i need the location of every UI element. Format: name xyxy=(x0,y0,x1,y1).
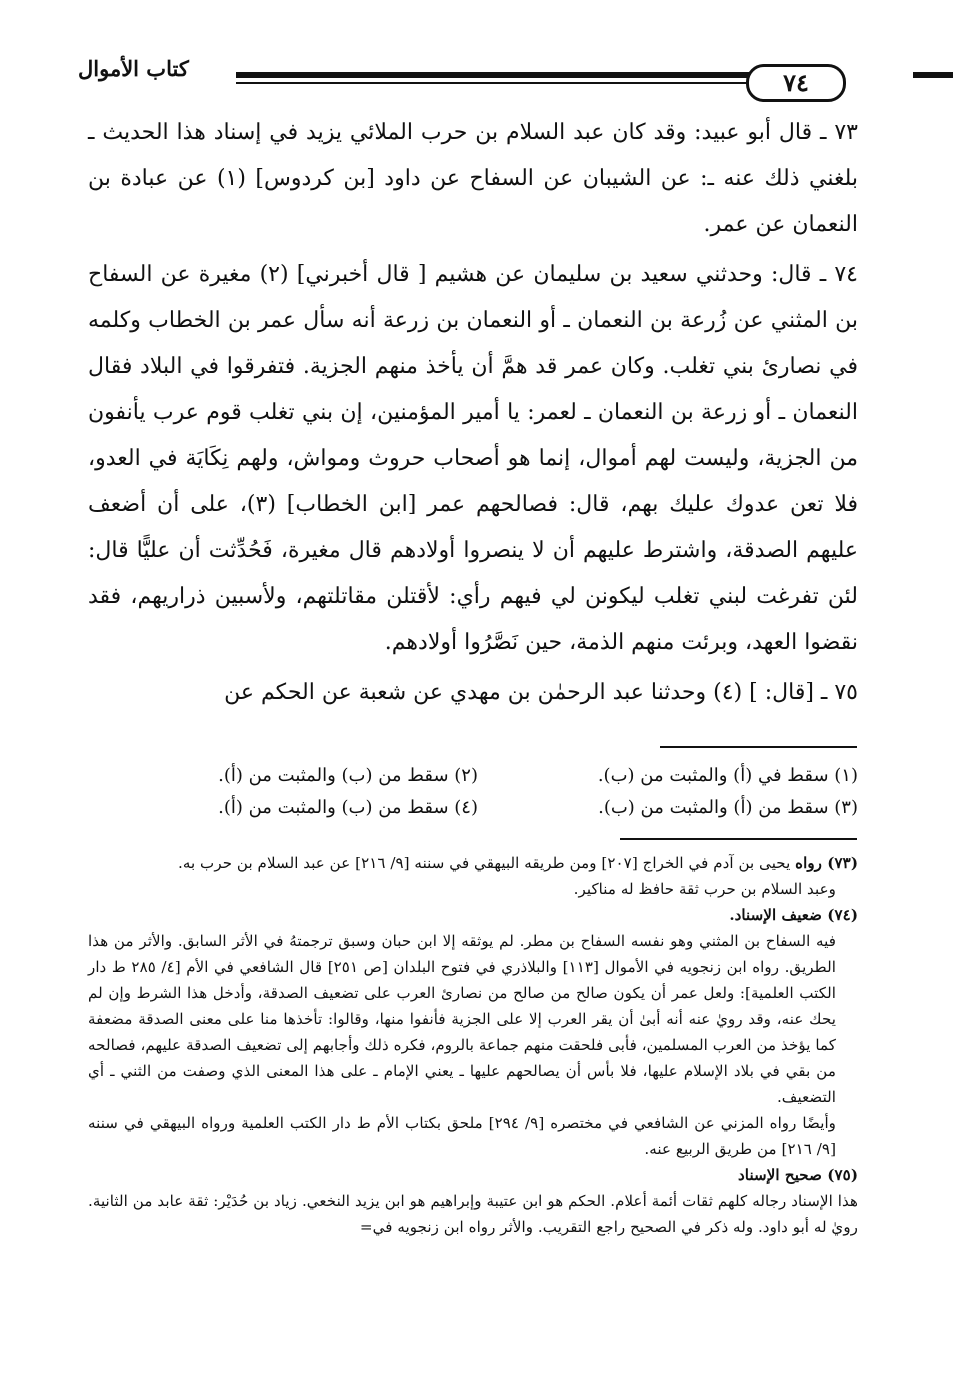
commentary-73-text: يحيى بن آدم في الخراج [٢٠٧] ومن طريقه البيهقي في سننه [٩/ ٢١٦] عن عبد السلام بن حرب به. xyxy=(178,854,791,872)
footnotes xyxy=(98,760,858,824)
commentary-75-head: (٧٥) صحيح الإسناد xyxy=(738,1166,858,1184)
footnote-2: (٢) سقط من (ب) والمثبت من (أ). xyxy=(218,765,478,786)
paragraph-74: ٧٤ ـ قال: وحدثني سعيد بن سليمان عن هشيم [ قال أخبرني] (٢) مغيرة عن السفاح بن المثني عن زُرعة بن النعمان ـ أو النعمان بن زرعة أنه سأل عمر بن الخطاب وكلمه في نصارئ بني تغلب. وكان عمر قد همَّ أن يأخذ منهم الجزية. فتفرقوا في البلاد فقال النعمان ـ أو زرعة بن النعمان ـ لعمر: يا أمير المؤمنين، إن بني تغلب قوم عرب يأنفون من الجزية، وليست لهم أموال، إنما هو أصحاب حروث ومواش، ولهم نِكَايَة في العدو، فلا تعن عدوك عليك بهم، قال: فصالحهم عمر [ابن الخطاب] (٣)، على أن أضعف عليهم الصدقة، واشترط عليهم أن لا ينصروا أولادهم قال مغيرة، فَحُدِّثت أن عليًّا قال: لئن تفرغت لبني تغلب ليكونن لي فيهم رأي: لأقتلن مقاتلتهم، ولأسبين ذراريهم، فقد نقضوا العهد، وبرئت منهم الذمة، حين نَصَّرُوا أولادهم. xyxy=(88,262,858,655)
page-number: ٧٤ xyxy=(746,64,846,102)
commentary-divider xyxy=(620,838,857,840)
commentary-74-text: فيه السفاح بن المثني وهو نفسه السفاح بن مطر. لم يوثقه إلا ابن حبان وسبق ترجمتهُ في الأثر السابق. والأثر من هذا الطريق. رواه ابن زنجويه في الأموال [١١٣] والبلاذري في فتوح البلدان [ص ٢٥١] قال الشافعي في الأم [٤/ ٢٨٥ ط دار الكتب العلمية]: ولعل عمر أن يكون صالح من صالح من نصارئ العرب على تضعيف الصدقة، وأدخل هذا الشرط وإن لم يحك عنه، وقد رويٰ عنه أنه أبىٰ أن يقر العرب إلا على الجزية فأنفوا منها، وقالوا: تأخذها منا على معنى الصدقة مضعفة كما يؤخذ من العرب المسلمين، فأبى فلحقت منهم جماعة بالروم، فكره ذلك وأجابهم إلى تضعيف الصدقة عليهم، فصالحه من بقي في بلاد الإسلام عليها، فلا بأس أن يصالحهم عليها ـ يعني الإمام ـ على هذا المعنى الذي وصفت من الثني ـ أي التضعيف. xyxy=(88,932,837,1106)
paragraph-75: ٧٥ ـ [قال: ] (٤) وحدثنا عبد الرحمٰن بن مهدي عن شعبة عن الحكم عن xyxy=(224,680,858,705)
paragraph-73: ٧٣ ـ قال أبو عبيد: وقد كان عبد السلام بن حرب الملائي يزيد في إسناد هذا الحديث ـ بلغني ذلك عنه ـ: عن الشيبان عن السفاح عن داود [بن كردوس] (١) عن عبادة بن النعمان عن عمر. xyxy=(88,120,858,237)
main-text xyxy=(88,110,858,720)
header-rule-thin xyxy=(236,82,831,84)
commentary-73-head: (٧٣) رواه xyxy=(795,854,858,872)
commentary-74-more: وأيضًا رواه المزني عن الشافعي في مختصره [٩/ ٢٩٤] ملحق بكتاب الأم ط دار الكتب العلمية ورواه البيهقي في سننه [٩/ ٢١٦] من طريق الربيع عنه. xyxy=(88,1114,836,1158)
commentary-73 xyxy=(88,850,858,876)
commentary xyxy=(88,850,858,1240)
commentary-75-text: هذا الإسناد رجاله كلهم ثقات أئمة أعلام. الحكم هو ابن عتيبة وإبراهيم هو ابن يزيد النخعي. زياد بن حُدَيْر: ثقة عابد من الثانية. رويٰ له أبو داود. وله ذكر في الصحيح راجع التقريب. والأثر رواه ابن زنجويه في= xyxy=(88,1192,858,1236)
footnote-4: (٤) سقط من (ب) والمثبت من (أ). xyxy=(218,797,478,818)
footnote-3: (٣) سقط من (أ) والمثبت من (ب). xyxy=(598,797,858,818)
header-rule-thick xyxy=(236,72,831,78)
header-rule-tail xyxy=(913,72,953,78)
footnote-1: (١) سقط في (أ) والمثبت من (ب). xyxy=(597,765,858,786)
commentary-73-note: وعبد السلام بن حرب ثقة حافظ له مناكير. xyxy=(573,880,836,898)
footnote-divider xyxy=(660,746,857,748)
commentary-74-head: (٧٤) ضعيف الإسناد. xyxy=(729,906,858,924)
book-title: كتاب الأموال xyxy=(78,56,189,81)
